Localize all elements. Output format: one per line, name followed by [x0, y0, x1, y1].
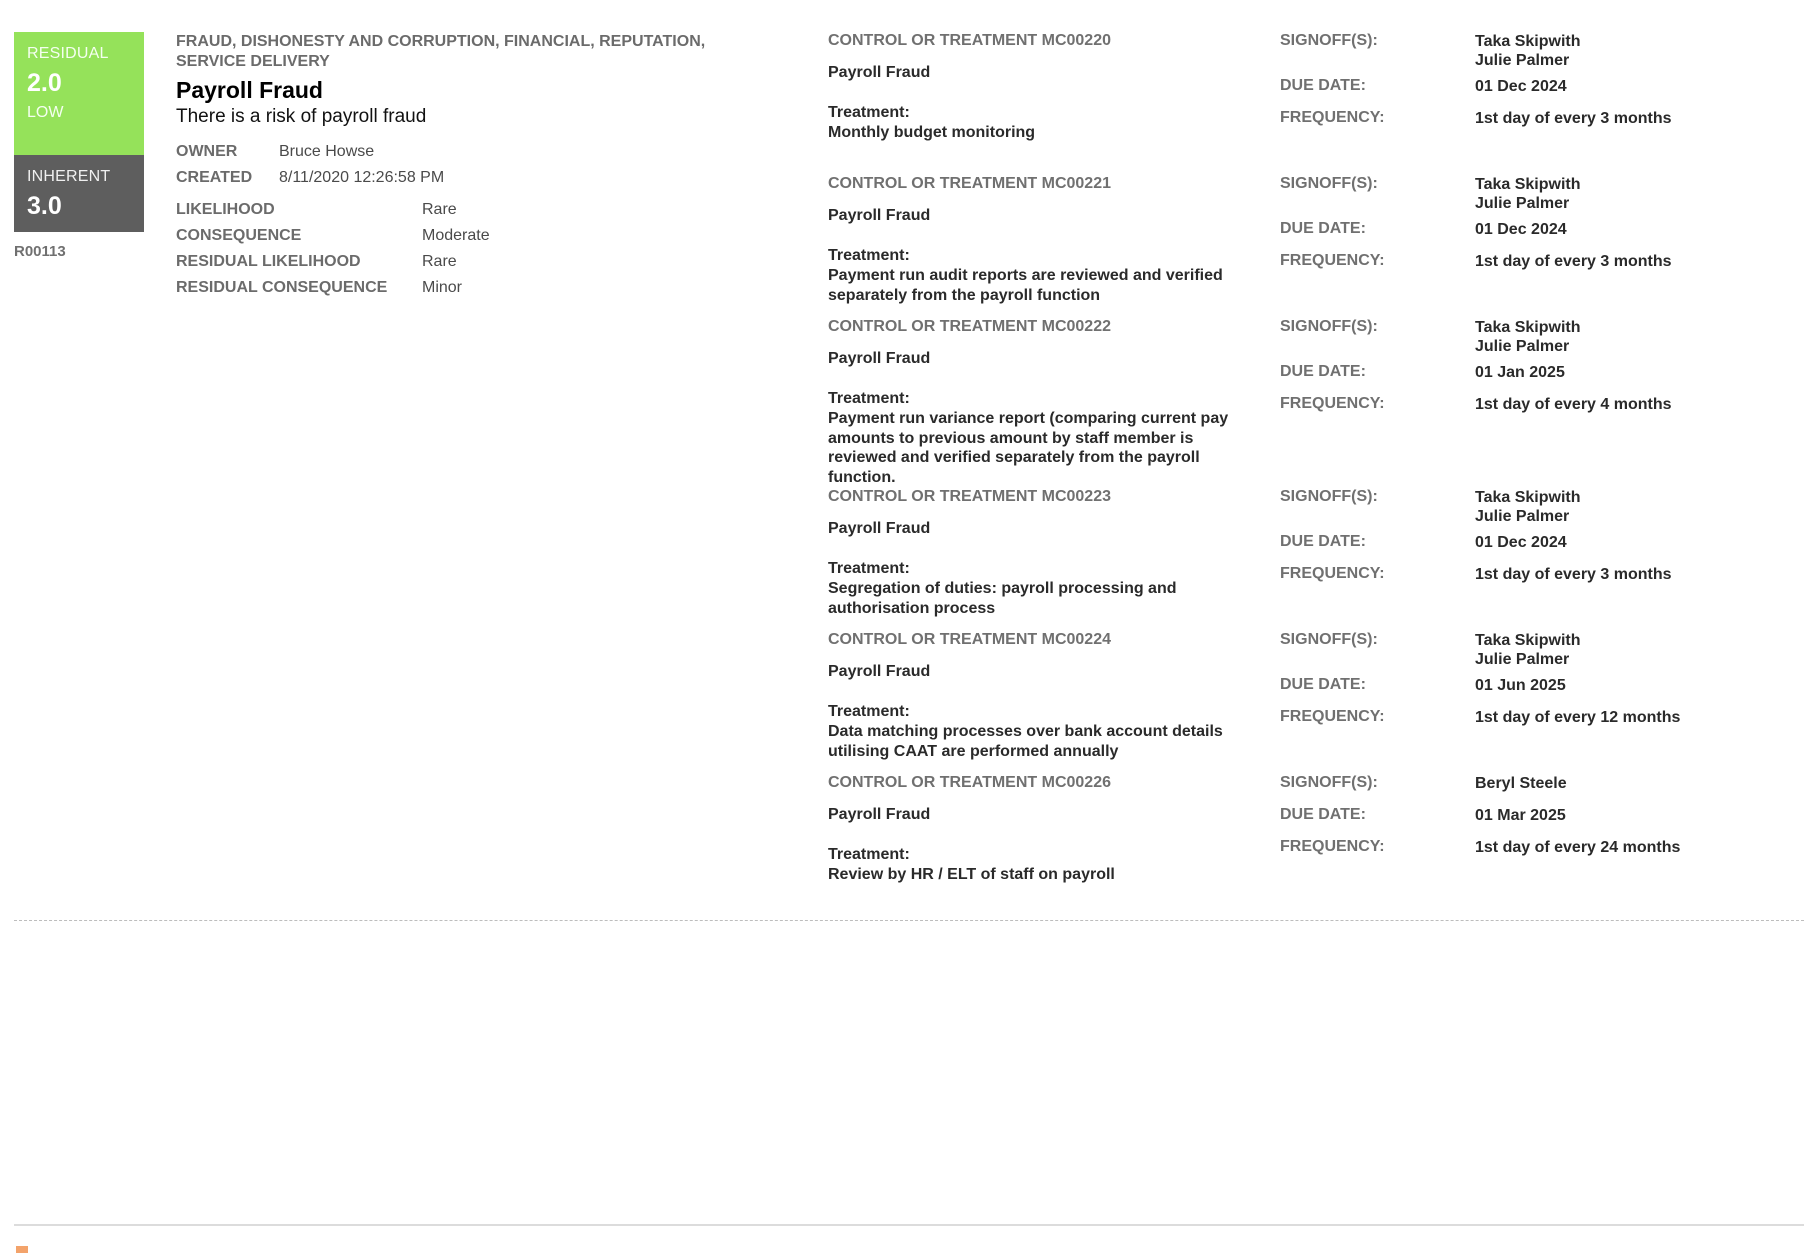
owner-value-wrap	[279, 143, 374, 161]
footer-mark	[16, 1246, 28, 1253]
frequency-label: FREQUENCY:	[1280, 252, 1385, 269]
due-date-value: 01 Dec 2024	[1475, 221, 1567, 238]
treatment-text: Payment run variance report (comparing current pay amounts to previous amount by staff member is reviewed and verified separately from the payroll function.	[828, 410, 1229, 486]
owner-value: Bruce Howse	[279, 143, 375, 160]
due-date-label: DUE DATE:	[1280, 676, 1366, 693]
consequence-label-wrap	[176, 227, 301, 245]
frequency-value: 1st day of every 4 months	[1475, 396, 1672, 413]
consequence-value: Moderate	[422, 227, 490, 244]
signoff-name: Julie Palmer	[1475, 651, 1570, 668]
signoffs-label: SIGNOFF(S):	[1280, 318, 1378, 335]
residual-consequence-value: Minor	[422, 279, 463, 296]
signoff-name: Julie Palmer	[1475, 338, 1570, 355]
treatment-text: Data matching processes over bank account details utilising CAAT are performed annually	[828, 723, 1223, 760]
control-heading: CONTROL OR TREATMENT MC00222	[828, 318, 1111, 335]
risk-categories-line2: SERVICE DELIVERY	[176, 53, 330, 70]
treatment-label: Treatment:	[828, 846, 910, 863]
frequency-label: FREQUENCY:	[1280, 708, 1385, 725]
signoff-name: Taka Skipwith	[1475, 33, 1581, 50]
due-date-value: 01 Jan 2025	[1475, 364, 1565, 381]
due-date-label: DUE DATE:	[1280, 220, 1366, 237]
due-date-label: DUE DATE:	[1280, 77, 1366, 94]
due-date-value: 01 Dec 2024	[1475, 534, 1567, 551]
treatment-label: Treatment:	[828, 247, 910, 264]
signoff-name: Taka Skipwith	[1475, 632, 1581, 649]
control-heading: CONTROL OR TREATMENT MC00220	[828, 32, 1111, 49]
frequency-value: 1st day of every 12 months	[1475, 709, 1681, 726]
control-name: Payroll Fraud	[828, 663, 931, 680]
inherent-label: INHERENT	[27, 168, 111, 185]
due-date-label: DUE DATE:	[1280, 363, 1366, 380]
frequency-value: 1st day of every 3 months	[1475, 253, 1672, 270]
created-label: CREATED	[176, 169, 253, 186]
signoff-name: Taka Skipwith	[1475, 489, 1581, 506]
likelihood-value-wrap	[422, 201, 457, 219]
residual-likelihood-value-wrap	[422, 253, 457, 271]
risk-categories	[176, 32, 776, 72]
signoff-name: Taka Skipwith	[1475, 319, 1581, 336]
footer-divider	[14, 1224, 1804, 1226]
treatment-text: Payment run audit reports are reviewed and verified separately from the payroll function	[828, 267, 1223, 304]
due-date-value: 01 Dec 2024	[1475, 78, 1567, 95]
signoffs-label: SIGNOFF(S):	[1280, 774, 1378, 791]
risk-reference: R00113	[14, 243, 66, 260]
frequency-label: FREQUENCY:	[1280, 395, 1385, 412]
likelihood-label: LIKELIHOOD	[176, 201, 275, 218]
signoffs-label: SIGNOFF(S):	[1280, 488, 1378, 505]
treatment-text: Segregation of duties: payroll processing and authorisation process	[828, 580, 1177, 617]
control-name: Payroll Fraud	[828, 64, 931, 81]
control-name: Payroll Fraud	[828, 806, 931, 823]
frequency-label: FREQUENCY:	[1280, 838, 1385, 855]
owner-row	[176, 143, 237, 161]
created-value-wrap	[279, 169, 444, 187]
residual-likelihood-label: RESIDUAL LIKELIHOOD	[176, 253, 361, 270]
signoffs-label: SIGNOFF(S):	[1280, 32, 1378, 49]
risk-description: There is a risk of payroll fraud	[176, 106, 427, 127]
control-name: Payroll Fraud	[828, 520, 931, 537]
control-heading: CONTROL OR TREATMENT MC00221	[828, 175, 1111, 192]
treatment-label: Treatment:	[828, 560, 910, 577]
signoffs-label: SIGNOFF(S):	[1280, 631, 1378, 648]
due-date-value: 01 Jun 2025	[1475, 677, 1566, 694]
residual-likelihood-label-wrap	[176, 253, 361, 271]
control-name: Payroll Fraud	[828, 207, 931, 224]
control-heading: CONTROL OR TREATMENT MC00224	[828, 631, 1111, 648]
frequency-value: 1st day of every 24 months	[1475, 839, 1681, 856]
treatment-text: Monthly budget monitoring	[828, 124, 1036, 141]
risk-categories-line1: FRAUD, DISHONESTY AND CORRUPTION, FINANCIAL, REPUTATION,	[176, 33, 706, 50]
signoff-name: Julie Palmer	[1475, 195, 1570, 212]
residual-score-badge	[14, 32, 144, 155]
dashed-divider	[14, 920, 1804, 921]
likelihood-value: Rare	[422, 201, 457, 218]
residual-consequence-label: RESIDUAL CONSEQUENCE	[176, 279, 388, 296]
control-heading: CONTROL OR TREATMENT MC00226	[828, 774, 1111, 791]
residual-score: 2.0	[27, 69, 62, 97]
likelihood-label-wrap	[176, 201, 275, 219]
residual-label: RESIDUAL	[27, 45, 109, 62]
signoff-name: Julie Palmer	[1475, 508, 1570, 525]
due-date-label: DUE DATE:	[1280, 806, 1366, 823]
signoff-name: Julie Palmer	[1475, 52, 1570, 69]
signoffs-label: SIGNOFF(S):	[1280, 175, 1378, 192]
treatment-label: Treatment:	[828, 703, 910, 720]
residual-likelihood-value: Rare	[422, 253, 457, 270]
created-value: 8/11/2020 12:26:58 PM	[279, 169, 445, 186]
frequency-label: FREQUENCY:	[1280, 109, 1385, 126]
consequence-value-wrap	[422, 227, 490, 245]
residual-level: LOW	[27, 104, 64, 121]
control-heading: CONTROL OR TREATMENT MC00223	[828, 488, 1111, 505]
treatment-text: Review by HR / ELT of staff on payroll	[828, 866, 1115, 883]
due-date-value: 01 Mar 2025	[1475, 807, 1566, 824]
frequency-value: 1st day of every 3 months	[1475, 110, 1672, 127]
consequence-label: CONSEQUENCE	[176, 227, 302, 244]
signoff-name: Taka Skipwith	[1475, 176, 1581, 193]
frequency-value: 1st day of every 3 months	[1475, 566, 1672, 583]
owner-label: OWNER	[176, 143, 238, 160]
residual-consequence-label-wrap	[176, 279, 387, 297]
residual-consequence-value-wrap	[422, 279, 462, 297]
due-date-label: DUE DATE:	[1280, 533, 1366, 550]
treatment-label: Treatment:	[828, 390, 910, 407]
inherent-score: 3.0	[27, 192, 62, 220]
treatment-label: Treatment:	[828, 104, 910, 121]
created-row	[176, 169, 252, 187]
frequency-label: FREQUENCY:	[1280, 565, 1385, 582]
signoff-name: Beryl Steele	[1475, 775, 1567, 792]
risk-title: Payroll Fraud	[176, 77, 323, 103]
control-name: Payroll Fraud	[828, 350, 931, 367]
inherent-score-badge	[14, 155, 144, 232]
